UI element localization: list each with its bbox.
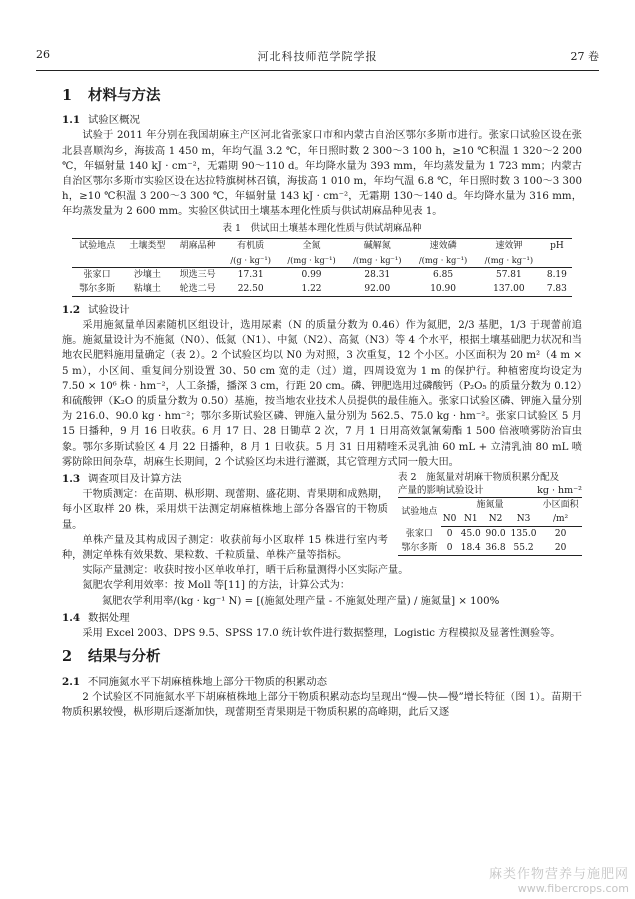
data-processing-paragraph: 采用 Excel 2003、DPS 9.5、SPSS 17.0 统计软件进行数据整理，Logistic 方程模拟及显著性测验等。 xyxy=(82,628,561,640)
caption-line: 产量的影响试验设计 xyxy=(398,484,484,496)
yield-components-paragraph: 单株产量及其构成因子测定：收获前每小区取样 15 株进行室内考种，测定单株有效果数、果粒数、千粒质量、单株产量等指标。 xyxy=(62,534,388,562)
table-cell: 0 xyxy=(446,529,453,540)
actual-yield-paragraph: 实际产量测定：收获时按小区单收单打，晒干后称量测得小区实际产量。 xyxy=(82,565,409,577)
col-unit: /m² xyxy=(539,512,582,527)
watermark-url: www.fibercrops.com xyxy=(517,882,629,895)
col-header: 有机质 xyxy=(223,238,279,253)
table-cell: 28.31 xyxy=(364,269,391,280)
table-cell: 92.00 xyxy=(344,282,410,297)
col-unit xyxy=(172,253,222,268)
table-cell: 沙壤土 xyxy=(133,269,161,280)
col-header: 试验地点 xyxy=(398,498,441,527)
col-unit: /(mg · kg⁻¹) xyxy=(279,253,345,268)
table-row xyxy=(72,267,572,282)
efficiency-formula: 氮肥农学利用率/(kg · kg⁻¹ N) = [(施氮处理产量 - 不施氮处理产量) / 施氮量] × 100% xyxy=(102,595,500,607)
col-header: 小区面积 xyxy=(539,498,582,513)
site-watermark xyxy=(489,863,629,895)
table-cell: 57.81 xyxy=(495,269,522,280)
subsection-number: 1.1 xyxy=(62,114,81,127)
col-unit: /(g · kg⁻¹) xyxy=(223,253,279,268)
col-header: pH xyxy=(542,238,572,253)
col-unit xyxy=(122,253,172,268)
subsection-title: 试验设计 xyxy=(88,303,130,316)
level-header: N0 xyxy=(441,512,459,527)
table-cell: 55.2 xyxy=(508,541,539,556)
table-cell: 鄂尔多斯 xyxy=(72,282,122,297)
article-body xyxy=(62,84,582,720)
subsection-number: 1.3 xyxy=(62,473,81,486)
nitrogen-design-table xyxy=(398,497,582,556)
col-header: 施氮量 xyxy=(441,498,539,513)
col-header: 碱解氮 xyxy=(344,238,410,253)
table-cell: 张家口 xyxy=(83,269,111,280)
col-header: 胡麻品种 xyxy=(172,238,222,253)
table-cell: 张家口 xyxy=(405,528,433,539)
table-cell: 20 xyxy=(554,529,567,540)
level-header: N3 xyxy=(508,512,539,527)
table-cell: 17.31 xyxy=(237,269,264,280)
table-cell: 18.4 xyxy=(458,541,483,556)
experiment-design-paragraph: 采用施氮量单因素随机区组设计，选用尿素（N 的质量分数为 0.46）作为氮肥，2/3 基肥，1/3 于现蕾前追施。施氮量设计为不施氮（N0）、低氮（N1）、中氮（N2）、高氮（N3）等 4 个水平，根据土壤基础肥力状况和当地农民肥料施用量确定（表 2）。2 个试验区均以 N0 为对照，3 次重复，12 个小区。小区面积为 20 m²（4 m × 5 m），小区间、重复间分别设置 30、50 cm 宽的走（过）道，四周设宽为 1 m 的保护行。种植密度均设定为 7.50 × 10⁶ 株 · hm⁻²，人工条播，播深 3 cm，行距 20 cm。磷、钾肥选用过磷酸钙（P₂O₅ 的质量分数为 0.12）和硫酸钾（K₂O 的质量分数为 0.50）基施，按当地农业技术人员提供的最佳施入。张家口试验区磷、钾施入量分别为 216.0、90.0 kg · hm⁻²；鄂尔多斯试验区磷、钾施入量分别为 562.5、75.0 kg · hm⁻²。张家口试验区 5 月 15 日播种，9 月 16 日收获。6 月 17 日、28 日锄草 2 次，7 月 1 日用高效氯氰菊酯 1 500 倍液喷雾防治盲虫象。鄂尔多斯试验区 4 月 22 日播种，8 月 1 日收获。5 月 31 日用精喹禾灵乳油 60 mL + 立清乳油 80 mL 喷雾防除田间杂草，胡麻生长期间，2 个试验区均未进行灌溉，其它管理方式同一般大田。 xyxy=(62,320,582,468)
subsection-1-4-heading xyxy=(62,611,582,626)
section-number: 1 xyxy=(62,87,73,104)
table-header-row xyxy=(72,238,572,253)
table-cell: 137.00 xyxy=(476,282,542,297)
caption-line: 表 2 施氮量对胡麻干物质积累分配及 xyxy=(398,472,560,484)
section-title: 材料与方法 xyxy=(88,87,161,104)
subsection-number: 1.4 xyxy=(62,611,81,624)
nitrogen-efficiency-paragraph: 氮肥农学利用效率：按 Moll 等[11] 的方法，计算公式为： xyxy=(82,580,351,592)
journal-name: 河北科技师范学院学报 xyxy=(257,50,378,63)
table-header-row xyxy=(398,498,582,513)
table-cell: 鄂尔多斯 xyxy=(398,541,441,556)
volume-label: 27 卷 xyxy=(570,50,599,63)
dry-matter-paragraph: 干物质测定：在苗期、枞形期、现蕾期、盛花期、青果期和成熟期，每小区取样 20 株，采用烘干法测定胡麻植株地上部分各器官的干物质量。 xyxy=(62,489,389,531)
subsection-1-3-heading xyxy=(62,472,388,487)
table-unit-row xyxy=(72,253,572,268)
col-unit xyxy=(72,253,122,268)
col-header: 土壤类型 xyxy=(122,238,172,253)
table-row xyxy=(72,282,572,297)
table-unit: kg · hm⁻² xyxy=(537,484,582,496)
table-cell: 8.19 xyxy=(546,269,567,280)
dry-matter-dynamics-paragraph: 2 个试验区不同施氮水平下胡麻植株地上部分干物质积累动态均呈现出“慢—快—慢”增长特征（图 1）。苗期干物质积累较慢，枞形期后逐渐加快，现蕾期至青果期是干物质积累的高峰期，此后又逐 xyxy=(62,691,582,718)
table-cell: 轮选二号 xyxy=(172,282,222,297)
col-unit: /(mg · kg⁻¹) xyxy=(476,253,542,268)
table-2 xyxy=(398,472,582,556)
watermark-title: 麻类作物营养与施肥网 xyxy=(488,867,629,882)
table-cell: 粘壤土 xyxy=(122,282,172,297)
col-unit: /(mg · kg⁻¹) xyxy=(344,253,410,268)
col-header: 速效磷 xyxy=(410,238,476,253)
level-header: N2 xyxy=(483,512,508,527)
soil-properties-table xyxy=(72,238,572,297)
table-cell: 20 xyxy=(539,541,582,556)
col-unit: /(mg · kg⁻¹) xyxy=(410,253,476,268)
table-cell: 90.0 xyxy=(485,529,506,540)
subsection-1-1-heading xyxy=(62,113,582,128)
table-cell: 1.22 xyxy=(279,282,345,297)
section-1-heading xyxy=(62,88,582,103)
table-cell: 22.50 xyxy=(223,282,279,297)
table-cell: 10.90 xyxy=(410,282,476,297)
col-header: 试验地点 xyxy=(72,238,122,253)
subsection-title: 数据处理 xyxy=(88,611,130,624)
section-title: 结果与分析 xyxy=(88,648,161,666)
table-row xyxy=(398,527,582,542)
table-cell: 0 xyxy=(441,541,459,556)
subsection-1-2-heading xyxy=(62,303,582,318)
subsection-number: 1.2 xyxy=(62,303,81,316)
table-cell: 135.0 xyxy=(510,529,537,540)
subsection-2-1-heading xyxy=(62,675,582,690)
table-2-caption xyxy=(398,472,582,485)
site-overview-paragraph: 试验于 2011 年分别在我国胡麻主产区河北省张家口市和内蒙古自治区鄂尔多斯市进行。张家口试验区设在张北县喜顺沟乡，海拔高 1 450 m，年均气温 3.2 ℃，年日照时数 2 300～3 100 h，≥10 ℃积温 1 320～2 200 ℃，年辐射量 140 kJ · cm⁻²，无霜期 90～110 d。年均降水量为 393 mm，年均蒸发量为 1 723 mm；内蒙古自治区鄂尔多斯市实验区设在达拉特旗树林召镇，海拔高 1 010 m，年均气温 6.8 ℃，年日照时数 3 100～3 300 h，≥10 ℃积温 3 200～3 300 ℃，年辐射量 143 kJ · cm⁻²，无霜期 130～140 d。年均降水量为 316 mm，年均蒸发量为 2 600 mm。实验区供试田土壤基本理化性质与供试胡麻品种见表 1。 xyxy=(62,130,582,218)
table-cell: 45.0 xyxy=(460,529,481,540)
col-header: 全氮 xyxy=(279,238,345,253)
table-cell: 0.99 xyxy=(301,269,322,280)
methods-block xyxy=(62,472,582,563)
table-2-caption-line2 xyxy=(398,485,582,498)
subsection-number: 2.1 xyxy=(62,675,81,688)
subsection-title: 调查项目及计算方法 xyxy=(88,473,182,486)
running-header xyxy=(36,48,599,66)
page-number: 26 xyxy=(36,48,50,61)
table-1-caption: 表 1 供试田土壤基本理化性质与供试胡麻品种 xyxy=(222,222,422,234)
subsection-title: 不同施氮水平下胡麻植株地上部分干物质的积累动态 xyxy=(88,675,327,688)
section-number: 2 xyxy=(62,648,73,666)
level-header: N1 xyxy=(458,512,483,527)
methods-left-column xyxy=(62,472,388,563)
table-cell: 36.8 xyxy=(483,541,508,556)
section-2-heading xyxy=(62,649,582,664)
table-cell: 7.83 xyxy=(542,282,572,297)
header-rule xyxy=(36,70,599,71)
table-row xyxy=(398,541,582,556)
table-cell: 6.85 xyxy=(433,269,454,280)
table-cell: 坝选三号 xyxy=(179,269,216,280)
subsection-title: 试验区概况 xyxy=(88,114,140,127)
col-unit xyxy=(542,253,572,268)
col-header: 速效钾 xyxy=(476,238,542,253)
